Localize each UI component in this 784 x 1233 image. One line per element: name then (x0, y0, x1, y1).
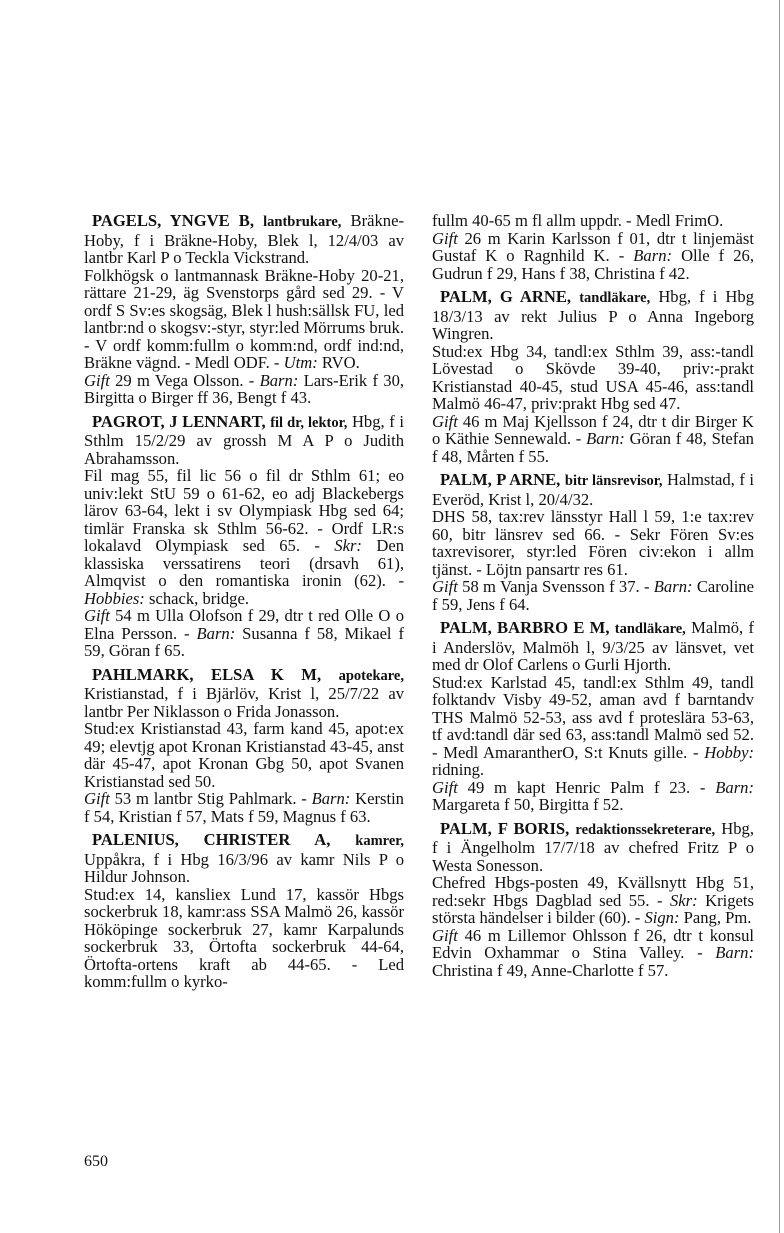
children-lead: Barn: (715, 777, 754, 797)
entry-header (432, 288, 754, 343)
career-lead: Hobby: (704, 742, 754, 762)
entry-name: PAGELS, YNGVE B, (92, 211, 255, 230)
family-lead: Gift (432, 577, 458, 596)
entry-name: PALM, G ARNE, (440, 287, 572, 306)
entry-family: Gift 46 m Lillemor Ohlsson f 26, dtr t konsul Edvin Oxhammar o Stina Valley. - Barn: Christina f 49, Anne-Charlotte f 57. (432, 925, 755, 980)
entry-palm-p-arne (432, 471, 754, 613)
family-lead: Gift (84, 789, 110, 808)
entry-family: Gift 53 m lantbr Stig Pahlmark. - Barn: Kerstin f 54, Kristian f 57, Mats f 59, Magnus f 63. (84, 789, 404, 826)
children-lead: Barn: (715, 943, 754, 962)
entry-title: bitr länsrevisor, (564, 473, 663, 489)
entry-name: PAGROT, J LENNART, (92, 411, 266, 431)
entry-continuation: fullm 40-65 m fl allm uppdr. - Medl FrimO. (432, 211, 724, 230)
entry-family: Gift 58 m Vanja Svensson f 37. - Barn: Caroline f 59, Jens f 64. (432, 577, 754, 614)
family-lead: Gift (432, 777, 458, 797)
left-column (84, 212, 404, 997)
family-lead: Gift (84, 606, 110, 625)
entry-title: kamrer, (355, 833, 404, 849)
family-lead: Gift (84, 370, 110, 390)
entry-title: lantbrukare, (263, 214, 342, 230)
entry-header (84, 666, 404, 721)
family-lead: Gift (432, 411, 458, 431)
career-lead: Skr: (334, 536, 362, 555)
children-lead: Barn: (586, 429, 625, 448)
entry-name: PALM, F BORIS, (440, 818, 570, 838)
entry-career: Fil mag 55, fil lic 56 o fil dr Sthlm 61; eo univ:lekt StU 59 o 61-62, eo adj Blackebergs lärov 63-64, lekt i sv Olympiask Hbg sed 64; timlär Franska sk Sthlm 56-62. - Ordf LR:s lokalavd Olympiask sed 65. - Skr: Den klassiska verssatirens teori (drsavh 61), Almqvist o den romantiska ironin (62). - Hobbies: schack, bridge. (84, 466, 404, 608)
entry-header-rest: Kristianstad, f i Bjärlöv, Krist l, 25/7/22 av lantbr Per Niklasson o Frida Jonasson. (84, 684, 404, 721)
page-number: 650 (84, 1153, 108, 1170)
entry-header-rest: Hbg, f i Ängelholm 17/7/18 av chefred Fritz P o Westa Sonesson. (432, 818, 754, 875)
entry-family: Gift 26 m Karin Karlsson f 01, dtr t linjemäst Gustaf K o Ragnhild K. - Barn: Olle f 26, Gudrun f 29, Hans f 38, Christina f 42. (432, 228, 754, 283)
children-lead: Barn: (653, 577, 693, 596)
career-lead: Skr: (669, 890, 698, 910)
entry-header (432, 471, 754, 508)
entry-header (84, 413, 404, 468)
entry-name: PALENIUS, CHRISTER A, (92, 830, 331, 849)
entry-header (432, 619, 754, 674)
entry-header (84, 831, 404, 886)
children-lead: Barn: (633, 246, 673, 265)
family-lead: Gift (432, 925, 458, 945)
entry-career: Stud:ex Karlstad 45, tandl:ex Sthlm 49, tandl folktandv Visby 49-52, aman avd f barntandv THS Malmö 52-53, ass avd f proteslära 53-63, tf avd:tandl där sed 63, ass:tandl Malmö sed 52. - Medl AmarantherO, S:t Knuts gille. - Hobby: ridning. (432, 672, 754, 779)
children-lead: Barn: (259, 370, 299, 390)
entry-header-rest: Uppåkra, f i Hbg 16/3/96 av kamr Nils P o Hildur Johnson. (84, 849, 404, 886)
entry-header-rest: Hbg, f i Sthlm 15/2/29 av grossh M A P o Judith Abrahamsson. (84, 411, 404, 468)
entry-name: PAHLMARK, ELSA K M, (92, 664, 322, 684)
entry-header-rest: Halmstad, f i Everöd, Krist l, 20/4/32. (432, 470, 754, 509)
entry-career: Folkhögsk o lantmannask Bräkne-Hoby 20-21, rättare 21-29, äg Svenstorps gård sed 29. - V ordf S Sv:es skogsäg, Blek l hush:sällsk FU, led lantbr:nd o skogsv:-styr, styr:led Mörrums bruk. - V ordf komm:fullm o komm:nd, ordf ind:nd, Bräkne vägnd. - Medl ODF. - Utm: RVO. (84, 265, 404, 372)
entry-title: apotekare, (338, 667, 404, 684)
entry-title: tandläkare, (614, 621, 686, 637)
entry-family: Gift 49 m kapt Henric Palm f 23. - Barn: Margareta f 50, Birgitta f 52. (432, 777, 754, 814)
entry-header-rest: Hbg, f i Hbg 18/3/13 av rekt Julius P o Anna Ingeborg Wingren. (432, 287, 755, 343)
entry-pagels (84, 212, 404, 407)
entry-palm-g-arne (432, 288, 754, 465)
entry-palenius (84, 831, 404, 991)
career-lead: Utm: (283, 353, 318, 372)
children-lead: Barn: (311, 789, 351, 808)
entry-header-rest: Bräkne-Hoby, f i Bräkne-Hoby, Blek l, 12/4/03 av lantbr Karl P o Teckla Vickstrand. (84, 211, 404, 267)
entry-palm-f-boris (432, 820, 754, 980)
entry-family: Gift 46 m Maj Kjellsson f 24, dtr t dir Birger K o Käthie Sennewald. - Barn: Göran f 48, Stefan f 48, Mårten f 55. (432, 411, 754, 466)
career-lead-2: Sign: (644, 908, 680, 927)
entry-palenius-continued (432, 212, 754, 282)
entry-pagrot (84, 413, 404, 660)
entry-title: fil dr, lektor, (270, 414, 348, 431)
career-lead-2: Hobbies: (84, 588, 145, 608)
entry-career: Stud:ex Hbg 34, tandl:ex Sthlm 39, ass:-tandl Lövestad o Skövde 39-40, priv:-prakt Kristianstad 40-45, stud USA 45-46, ass:tandl Malmö 46-47, priv:prakt Hbg sed 47. (432, 341, 754, 413)
entry-career: Stud:ex 14, kansliex Lund 17, kassör Hbgs sockerbruk 18, kamr:ass SSA Malmö 26, kassör Hököpinge sockerbruk 27, kamr Karpalunds sockerbruk 33, Örtofta sockerbruk 44-64, Örtofta-ortens kraft ab 44-65. - Led komm:fullm o kyrko- (84, 884, 404, 991)
entry-name: PALM, P ARNE, (440, 470, 561, 489)
entry-header (432, 820, 754, 875)
entry-career: Chefred Hbgs-posten 49, Kvällsnytt Hbg 51, red:sekr Hbgs Dagblad sed 55. - Skr: Krigets största händelser i bilder (60). - Sign: Pang, Pm. (432, 873, 754, 927)
entry-career: DHS 58, tax:rev länsstyr Hall l 59, 1:e tax:rev 60, bitr länsrev sed 66. - Sekr Fören Sv:es taxrevisorer, styr:led Fören civ:ekon i allm tjänst. - Löjtn pansartr res 61. (432, 507, 754, 579)
entry-family: Gift 54 m Ulla Olofson f 29, dtr t red Olle O o Elna Persson. - Barn: Susanna f 58, Mikael f 59, Göran f 65. (84, 606, 404, 660)
entry-family: Gift 29 m Vega Olsson. - Barn: Lars-Erik f 30, Birgitta o Birger ff 36, Bengt f 43. (84, 370, 405, 407)
entry-title: redaktionssekreterare, (575, 821, 716, 838)
entry-palm-barbro (432, 619, 754, 814)
page-edge-line (779, 0, 780, 1233)
entry-header-rest: Malmö, f i Anderslöv, Malmöh l, 9/3/25 av länsvet, vet med dr Olof Carlens o Gurli Hjorth. (432, 618, 754, 674)
entry-title: tandläkare, (579, 290, 651, 306)
right-column (432, 212, 754, 985)
entry-name: PALM, BARBRO E M, (440, 618, 610, 637)
family-lead: Gift (432, 228, 458, 248)
entry-pahlmark (84, 666, 404, 826)
entry-career: Stud:ex Kristianstad 43, farm kand 45, apot:ex 49; elevtjg apot Kronan Kristianstad 43-45, anst där 45-47, apot Kronan Gbg 50, apot Svanen Kristianstad sed 50. (84, 719, 404, 791)
children-lead: Barn: (196, 623, 236, 643)
entry-header (84, 212, 404, 267)
